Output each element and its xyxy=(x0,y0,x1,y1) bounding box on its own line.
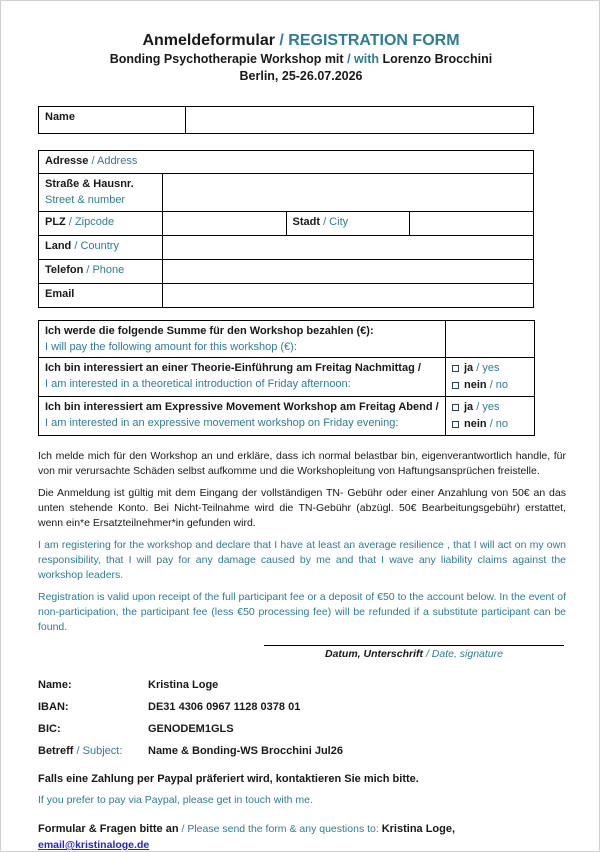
signature-caption-de: Datum, Unterschrift xyxy=(325,648,424,660)
page-title xyxy=(38,31,564,51)
name-table xyxy=(38,106,534,134)
country-label-en: / Country xyxy=(74,240,119,252)
no-label-en: / no xyxy=(489,418,509,430)
theory-options-cell xyxy=(446,358,535,397)
footer-contact-name: Kristina Loge, xyxy=(381,823,456,835)
bank-details xyxy=(38,674,564,762)
form-header xyxy=(38,31,564,85)
no-label-de: nein xyxy=(464,379,487,391)
email-link[interactable]: email@kristinaloge.de xyxy=(38,839,150,851)
bank-subject-value: Name & Bonding-WS Brocchini Jul26 xyxy=(148,745,343,757)
paypal-note-de: Falls eine Zahlung per Paypal präferiert wird, kontaktieren Sie mich bitte. xyxy=(38,773,419,785)
phone-label-en: / Phone xyxy=(86,264,125,276)
subtitle-english: / with xyxy=(347,52,380,66)
paypal-note xyxy=(38,769,564,811)
phone-label-cell xyxy=(39,260,163,284)
bank-name-label: Name: xyxy=(38,679,72,691)
footer-de: Formular & Fragen bitte an xyxy=(38,823,179,835)
name-row xyxy=(39,107,534,134)
address-label-de: Adresse xyxy=(45,155,89,167)
title-english: / REGISTRATION FORM xyxy=(279,32,460,49)
theory-interest-row xyxy=(39,358,535,397)
subject-label-de: Betreff xyxy=(38,745,74,757)
city-label-en: / City xyxy=(323,216,349,228)
declaration-paragraph-en: I am registering for the workshop and declare that I have at least an average resilience , that I will act on my own responsibility, that I will pay for any damage caused by me and that I wave any liability claims against the workshop leaders. xyxy=(38,539,566,581)
checkbox-icon[interactable] xyxy=(452,404,459,411)
checkbox-icon[interactable] xyxy=(452,365,459,372)
checkbox-icon[interactable] xyxy=(452,382,459,389)
country-label-cell xyxy=(39,236,163,260)
amount-question-de: Ich werde die folgende Summe für den Workshop bezahlen (€): xyxy=(45,325,374,337)
theory-question-cell xyxy=(39,358,446,397)
phone-label-de: Telefon xyxy=(45,264,84,276)
address-header-row xyxy=(39,151,534,174)
no-label-de: nein xyxy=(464,418,487,430)
yes-label-de: ja xyxy=(464,401,474,413)
email-row xyxy=(39,284,534,308)
movement-question-en: I am interested in an expressive movement workshop on Friday evening: xyxy=(45,417,399,429)
theory-question-de: Ich bin interessiert an einer Theorie-Einführung am Freitag Nachmittag / xyxy=(45,362,421,374)
footer-en: / Please send the form & any questions to: xyxy=(181,823,379,835)
zip-label-cell xyxy=(39,212,163,236)
amount-question-en: I will pay the following amount for this workshop (€): xyxy=(45,341,297,353)
theory-question-en: I am interested in a theoretical introduction of Friday afternoon: xyxy=(45,378,351,390)
bank-iban-value: DE31 4306 0967 1128 0378 01 xyxy=(148,701,301,713)
cancellation-paragraph-en: Registration is valid upon receipt of the full participant fee or a deposit of €50 to the account below. In the event of non-participation, the participant fee (less €50 processing fee) will be refunded if a substitute participant can be found. xyxy=(38,591,566,633)
email-input-cell[interactable] xyxy=(162,284,533,308)
yes-label-en: / yes xyxy=(476,362,500,374)
theory-no-option[interactable] xyxy=(452,377,528,394)
country-row xyxy=(39,236,534,260)
country-input-cell[interactable] xyxy=(162,236,533,260)
movement-question-cell xyxy=(39,397,446,436)
city-input-cell[interactable] xyxy=(410,212,534,236)
amount-input-cell[interactable] xyxy=(446,321,535,358)
name-label-cell: Name xyxy=(39,107,186,134)
street-row xyxy=(39,174,534,212)
title-german: Anmeldeformular xyxy=(142,32,275,49)
cancellation-paragraph-de: Die Anmeldung ist gültig mit dem Eingang der vollständigen TN- Gebühr oder einer Anzahlung von 50€ an das unten stehende Konto. Bei Nicht-Teilnahme wird die TN-Gebühr (abzügl. 50€ Bearbeitungsgebühr) erstattet, wenn ein*e Ersatzteilnehmer*in gefunden wird. xyxy=(38,487,566,529)
bank-row-subject xyxy=(38,740,564,762)
zip-label-en: / Zipcode xyxy=(68,216,115,228)
workshop-subtitle xyxy=(38,51,564,68)
declaration-paragraph-de: Ich melde mich für den Workshop an und erkläre, dass ich normal belastbar bin, eigenverantwortlich handle, für von mir verursachte Schäden selbst aufkomme und die Workshopleitung von Haftungsansprüchen freistelle. xyxy=(38,450,566,477)
no-label-en: / no xyxy=(489,379,509,391)
event-location-date: Berlin, 25-26.07.2026 xyxy=(239,69,363,83)
name-input-cell[interactable] xyxy=(186,107,534,134)
street-input-cell[interactable] xyxy=(162,174,533,212)
theory-yes-option[interactable] xyxy=(452,360,528,377)
fee-options-table xyxy=(38,320,535,436)
bank-row-bic xyxy=(38,718,564,740)
movement-options-cell xyxy=(446,397,535,436)
city-label-cell xyxy=(286,212,410,236)
signature-caption xyxy=(264,646,564,663)
checkbox-icon[interactable] xyxy=(452,421,459,428)
street-label-de: Straße & Hausnr. xyxy=(45,178,134,190)
zip-city-row xyxy=(39,212,534,236)
zip-input-cell[interactable] xyxy=(162,212,286,236)
paypal-note-en: If you prefer to pay via Paypal, please get in touch with me. xyxy=(38,794,313,806)
movement-yes-option[interactable] xyxy=(452,399,528,416)
yes-label-en: / yes xyxy=(476,401,500,413)
street-label-en: Street & number xyxy=(45,194,126,206)
subject-label-en: / Subject: xyxy=(76,745,123,757)
address-table xyxy=(38,150,534,308)
movement-interest-row xyxy=(39,397,535,436)
movement-no-option[interactable] xyxy=(452,416,528,433)
phone-row xyxy=(39,260,534,284)
bank-bic-value: GENODEM1GLS xyxy=(148,723,234,735)
phone-input-cell[interactable] xyxy=(162,260,533,284)
presenter-name: Lorenzo Brocchini xyxy=(382,52,493,66)
bank-subject-label xyxy=(38,740,148,762)
bank-iban-label: IBAN: xyxy=(38,701,69,713)
bank-row-iban xyxy=(38,696,564,718)
movement-question-de: Ich bin interessiert am Expressive Movement Workshop am Freitag Abend / xyxy=(45,401,439,413)
subtitle-german: Bonding Psychotherapie Workshop mit xyxy=(109,52,344,66)
email-label: Email xyxy=(45,288,75,300)
city-label-de: Stadt xyxy=(292,216,320,228)
address-header-cell xyxy=(39,151,534,174)
bank-bic-label: BIC: xyxy=(38,723,61,735)
street-label-cell xyxy=(39,174,163,212)
bank-row-name xyxy=(38,674,564,696)
amount-row xyxy=(39,321,535,358)
email-label-cell xyxy=(39,284,163,308)
yes-label-de: ja xyxy=(464,362,474,374)
bank-name-value: Kristina Loge xyxy=(148,679,219,691)
address-label-en: / Address xyxy=(91,155,138,167)
signature-block xyxy=(264,645,564,663)
footer-contact-line xyxy=(38,821,564,852)
amount-question-cell xyxy=(39,321,446,358)
country-label-de: Land xyxy=(45,240,72,252)
zip-label-de: PLZ xyxy=(45,216,66,228)
signature-caption-en: / Date, signature xyxy=(425,648,503,660)
